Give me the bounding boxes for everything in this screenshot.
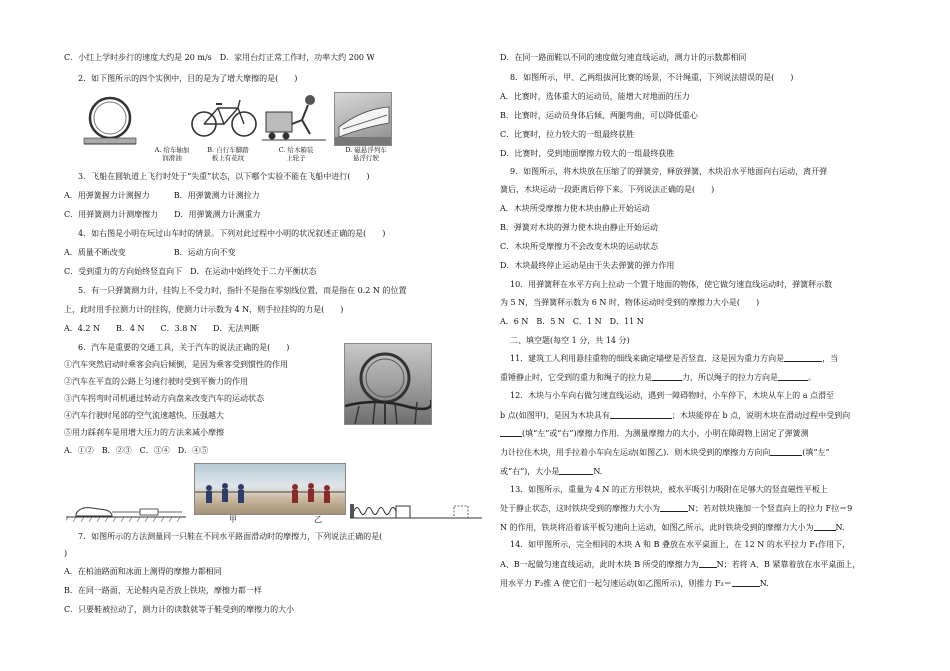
q14-text-2b: N；若将 A、B 紧靠着放在水平桌面上， — [716, 560, 861, 569]
q4-option-cd: C．受到重力的方向始终竖直向下 D．在运动中始终处于二力平衡状态 — [64, 267, 317, 276]
q4-option-ab: A．质量不断改变 B．运动方向不变 — [64, 248, 236, 257]
q2-stem: 2．如下图所示的四个实例中，目的是为了增大摩擦的是( ) — [78, 74, 298, 83]
q13-line2 — [500, 503, 852, 514]
q11-blank-3[interactable] — [778, 372, 808, 381]
q9-option-c: C．木块所受摩擦力不会改变木块的运动状态 — [500, 242, 659, 251]
q11-text-2c: 。 — [808, 373, 816, 382]
q5-stem-line2: 上，此时用手拉测力计的挂钩，使测力计示数为 4 N，则手拉挂钩的力是( ) — [64, 305, 344, 314]
q2-caption-a: A. 给车轴加 润滑油 — [154, 146, 190, 162]
q11-text-2a: 重锤静止时，它受到的重力和绳子的拉力是 — [500, 373, 652, 382]
q12-line5 — [500, 466, 602, 477]
q12-text-4b: (填“左” — [802, 448, 830, 457]
q3-stem: 3．飞船在圆轨道上飞行时处于“失重”状态，以下哪个实验不能在飞船中进行( ) — [78, 172, 370, 181]
label-yi: 乙 — [314, 515, 322, 524]
q13-text-2b: N；若对铁块施加一个竖直向上的拉力 F拉＝9 — [688, 504, 853, 513]
q2-caption-b: B. 自行车脚踏 板上有花纹 — [207, 146, 249, 162]
q10-stem-line1: 10．用弹簧秤在水平方向上拉动一个置于地面的物体，使它做匀速直线运动时，弹簧秤示数 — [510, 280, 833, 289]
left-column — [64, 0, 482, 671]
q12-line3 — [500, 428, 809, 439]
q11-text-1b: ，当 — [822, 354, 839, 363]
q2-figure-d-maglev-photo — [334, 92, 392, 146]
q12-line4 — [500, 447, 830, 458]
label-jia: 甲 — [229, 515, 237, 524]
q11-line1 — [510, 353, 838, 364]
q12-blank-1[interactable] — [610, 410, 672, 419]
q9-option-d: D．木块最终停止运动是由于失去弹簧的弹力作用 — [500, 261, 675, 270]
q11-line2 — [500, 372, 816, 383]
q8-option-d: D．比赛时，受到地面摩擦力较大的一组最终获胜 — [500, 149, 675, 158]
q14-blank-2[interactable] — [732, 578, 760, 587]
q10-options: A．6 N B．5 N C．1 N D．11 N — [500, 317, 644, 326]
q9-stem-line2: 簧后，木块运动一段距离后停下来。下列说法正确的是( ) — [500, 185, 715, 194]
q14-text-2a: A、B一起做匀速直线运动，此时木块 B 所受的摩擦力为 — [500, 560, 699, 569]
q6-statement-4: ④汽车行驶时尾部的空气流速越快、压强越大 — [64, 411, 224, 420]
q6-options: A．①② B．②③ C．③④ D．④⑤ — [64, 446, 209, 455]
q13-text-3a: N 的作用，铁块将沿着该平板匀速向上运动，如图乙所示，此时铁块受到的摩擦力大小为 — [500, 523, 814, 532]
q13-line1: 13．如图所示，重量为 4 N 的正方形铁块，被水平吸引力吸附在足够大的竖直磁性平板上 — [510, 485, 828, 494]
q10-stem-line2: 为 5 N，当弹簧秤示数为 6 N 时，物体运动时受到的摩擦力大小是( ) — [500, 298, 760, 307]
roller-coaster-photo — [344, 343, 432, 425]
q7-option-d: D．在同一路面鞋以不同的速度做匀速直线运动，测力计的示数都相同 — [500, 53, 747, 62]
q7-stem-paren: ) — [64, 549, 68, 558]
q2-figure-c-box-wheels — [262, 90, 326, 146]
q2-figure-a-wheel — [78, 88, 142, 148]
q13-blank-1[interactable] — [660, 503, 688, 512]
q12-text-3b: (填“左”或“右”)摩擦力作用．为测量摩擦力的大小，小明在障碍物上固定了弹簧测 — [522, 429, 809, 438]
q5-stem-line1: 5．有一只弹簧测力计，挂钩上不受力时，指针不是指在零刻线位置，而是指在 0.2 N 的位置 — [78, 286, 407, 295]
q12-line2 — [500, 410, 850, 421]
q7-option-c: C．只要鞋被拉动了，测力计的读数就等于鞋受到的摩擦力的大小 — [64, 605, 295, 614]
q14-line3 — [500, 578, 769, 589]
q7-stem: 7．如图所示的方法测量同一只鞋在不同水平路面滑动时的摩擦力，下列说法正确的是( — [78, 532, 399, 541]
q14-line1: 14．如甲图所示，完全相同的木块 A 和 B 叠放在水平桌面上，在 12 N 的水平拉力 F₁作用下， — [510, 540, 851, 549]
q6-statement-2: ②汽车在平直的公路上匀速行驶时受到平衡力的作用 — [64, 377, 248, 386]
q6-stem: 6．汽车是重要的交通工具，关于汽车的说法正确的是( ) — [78, 343, 290, 352]
q13-text-3b: N. — [835, 523, 845, 532]
q11-blank-2[interactable] — [652, 372, 682, 381]
q14-text-3b: N. — [759, 579, 769, 588]
spring-block-figure — [350, 500, 482, 524]
q14-line2 — [500, 559, 860, 570]
q12-text-2a: b 点(如图甲)，是因为木块具有 — [500, 411, 610, 420]
q6-statement-5: ⑤用力踩刹车是用增大压力的方法来减小摩擦 — [64, 428, 224, 437]
q12-blank-4[interactable] — [559, 466, 593, 475]
q12-blank-2[interactable] — [500, 428, 522, 437]
q12-text-2b: ；木块能停在 b 点，说明木块在滑动过程中受到向 — [671, 411, 851, 420]
q3-option-ab: A．用弹簧握力计测握力 B．用弹簧测力计测拉力 — [64, 191, 260, 200]
q8-option-c: C．比赛时，拉力较大的一组最终获胜 — [500, 130, 635, 139]
q12-text-5a: 或“右”)，大小是 — [500, 467, 560, 476]
q6-statement-3: ③汽车拐弯时司机通过转动方向盘来改变汽车的运动状态 — [64, 394, 264, 403]
q9-option-a: A．木块所受摩擦力使木块由静止开始运动 — [500, 204, 650, 213]
q3-option-cd: C．用弹簧测力计测摩擦力 D．用弹簧测力计测重力 — [64, 210, 261, 219]
section-title-fill-blank: 二、填空题(每空 1 分，共 14 分) — [510, 336, 630, 345]
q2-caption-c: C. 给木箱装 上轮子 — [278, 146, 314, 162]
q11-text-2b: 力，所以绳子的拉力方向是 — [682, 373, 778, 382]
q12-blank-3[interactable] — [770, 447, 802, 456]
q11-text-1a: 11．建筑工人利用悬挂重物的细线来确定墙壁是否竖直．这是因为重力方向是 — [510, 354, 785, 363]
q5-options: A．4.2 N B．4 N C．3.8 N D．无法判断 — [64, 324, 260, 333]
q12-text-5b: N. — [593, 467, 603, 476]
q14-blank-1[interactable] — [699, 559, 717, 568]
q1-option-cd: C．小红上学时步行的速度大约是 20 m/s D．家用台灯正常工作时，功率大约 200 W — [64, 53, 375, 62]
q7-shoe-friction-figure — [66, 498, 186, 524]
q4-stem: 4．如右图是小明在玩过山车时的情景。下列对此过程中小明的状况叙述正确的是( ) — [78, 229, 386, 238]
q11-blank-1[interactable] — [784, 353, 822, 362]
tug-of-war-photo — [194, 463, 346, 515]
q14-text-3a: 用水平力 F₂推 A 使它们一起匀速运动(如乙图所示)，则推力 F₂＝ — [500, 579, 732, 588]
q2-figure-b-bicycle — [190, 90, 258, 142]
q2-caption-d: D. 磁悬浮列车 悬浮行驶 — [345, 146, 387, 162]
q7-option-a: A．在柏油路面和冰面上测得的摩擦力都相同 — [64, 567, 222, 576]
q13-blank-2[interactable] — [814, 522, 836, 531]
q9-option-b: B．弹簧对木块的弹力使木块由静止开始运动 — [500, 223, 658, 232]
q9-stem-line1: 9．如图所示，将木块放在压缩了的弹簧旁，释放弹簧，木块沿水平地面向右运动，离开弹 — [510, 167, 828, 176]
q12-line1: 12．木块与小车向右做匀速直线运动，遇到一障碍物时，小车停下，木块从车上的 a 点滑至 — [510, 391, 835, 400]
q8-stem: 8．如图所示，甲、乙两组拔河比赛的场景，不计绳重，下列说法错误的是( ) — [510, 73, 794, 82]
q8-option-b: B．比赛时，运动员身体后倾、两腿弯曲，可以降低重心 — [500, 111, 698, 120]
q7-option-b: B．在同一路面，无论鞋内是否放上铁块，摩擦力都一样 — [64, 586, 262, 595]
q8-option-a: A．比赛时，选体重大的运动员，能增大对地面的压力 — [500, 92, 690, 101]
q6-statement-1: ①汽车突然启动时乘客会向后倾倒，是因为乘客受到惯性的作用 — [64, 360, 288, 369]
q13-line3 — [500, 522, 845, 533]
q12-text-4a: 力计拉住木块，用手拉着小车向左运动(如图乙)．则木块受到的摩擦力方向向 — [500, 448, 771, 457]
right-column — [492, 0, 912, 671]
q13-text-2a: 处于静止状态，这时铁块受到的摩擦力大小为 — [500, 504, 660, 513]
